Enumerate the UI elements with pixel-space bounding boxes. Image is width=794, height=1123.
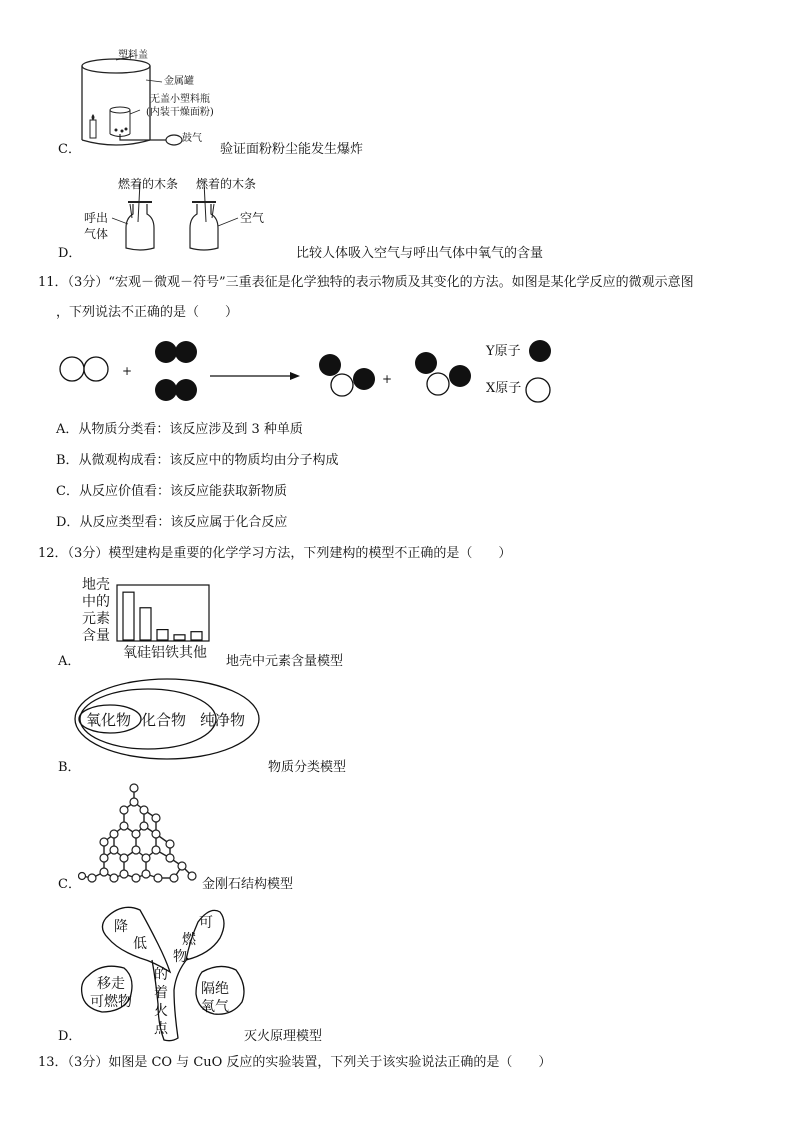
label-small-bottle: 无盖小塑料瓶	[150, 94, 210, 105]
label-blow: 鼓气	[182, 133, 202, 144]
q12-b-letter: B．	[58, 760, 81, 775]
fire-left-bottom-line1: 移走	[97, 976, 125, 992]
label-exhaled-gas-2: 气体	[84, 227, 109, 241]
q11-stem-line1: 11．（3分）“宏观－微观－符号”三重表征是化学独特的表示物质及其变化的方法。如图是某化学反应的微观示意图	[38, 275, 694, 290]
reaction-plus-2: +	[382, 372, 393, 386]
label-exhaled-gas-1: 呼出	[84, 211, 109, 225]
label-air: 空气	[240, 211, 265, 225]
bar-铝	[157, 630, 168, 640]
fire-right-1: 可	[199, 915, 213, 931]
bar-氧	[123, 592, 134, 640]
q11-stem-line2: ，下列说法不正确的是（ ）	[56, 305, 239, 320]
q12-d-letter: D．	[58, 1029, 82, 1044]
q11-option-b: B．从微观构成看：该反应中的物质均由分子构成	[56, 453, 339, 468]
q13-stem: 13．（3分）如图是 CO 与 CuO 反应的实验装置，下列关于该实验说法正确的是（ ）	[38, 1055, 552, 1070]
fire-right-2: 燃	[182, 932, 196, 948]
q11-option-d: D．从反应类型看：该反应属于化合反应	[56, 515, 288, 530]
label-burning-stick-right: 燃着的木条	[196, 177, 257, 191]
label-metal-can: 金属罐	[164, 76, 194, 87]
fire-right-3: 物	[173, 949, 187, 965]
option-c-top-caption: 验证面粉粉尘能发生爆炸	[220, 142, 364, 157]
ellipse-oxide: 氧化物	[86, 711, 132, 729]
legend-x-atom: X原子	[486, 381, 522, 396]
bar-铁	[174, 635, 185, 640]
diamond-structure-model	[78, 778, 200, 886]
label-bottle-content: (内装干燥面粉)	[146, 107, 214, 118]
crust-ylabel-line: 元素	[82, 611, 110, 627]
reaction-plus-1: +	[122, 364, 133, 378]
fire-left-bottom-line2: 可燃物	[90, 994, 132, 1010]
q12-c-caption: 金刚石结构模型	[202, 877, 294, 892]
fire-left-top-1: 降	[114, 919, 128, 935]
q12-d-caption: 灭火原理模型	[244, 1029, 323, 1044]
option-d-top-caption: 比较人体吸入空气与呼出气体中氧气的含量	[296, 246, 544, 261]
ellipse-compound: 化合物	[141, 711, 187, 729]
fire-right-bottom-line2: 氧气	[201, 999, 229, 1015]
fire-right-bottom	[201, 980, 229, 1016]
crust-xlabels: 氧硅铝铁其他	[123, 645, 207, 661]
crust-ylabel-line: 中的	[82, 594, 110, 610]
q12-stem: 12．（3分）模型建构是重要的化学学习方法，下列建构的模型不正确的是（ ）	[38, 546, 512, 561]
label-plastic-lid: 塑料盖	[118, 50, 148, 61]
crust-bar-chart	[116, 584, 212, 644]
q12-b-caption: 物质分类模型	[268, 760, 347, 775]
ellipse-pure-substance: 纯净物	[200, 711, 246, 729]
crust-ylabel-line: 地壳	[82, 577, 110, 593]
legend-y-atom: Y原子	[486, 344, 521, 359]
fire-left-bottom	[90, 975, 132, 1011]
fire-right-bottom-line1: 隔绝	[201, 981, 229, 997]
fire-left-top-2: 低	[133, 936, 147, 952]
bar-其他	[191, 632, 202, 640]
q11-option-a: A．从物质分类看：该反应涉及到 3 种单质	[56, 422, 303, 437]
option-c-top-letter: C．	[58, 142, 81, 157]
crust-ylabel	[82, 577, 110, 645]
label-burning-stick-left: 燃着的木条	[118, 177, 179, 191]
bar-硅	[140, 608, 151, 640]
q11-option-c: C．从反应价值看：该反应能获取新物质	[56, 484, 287, 499]
q12-c-letter: C．	[58, 877, 81, 892]
q12-a-letter: A．	[58, 654, 81, 669]
crust-ylabel-line: 含量	[82, 628, 110, 644]
fire-center-label: 的 着 火 点	[154, 967, 168, 1037]
option-d-top-letter: D．	[58, 246, 82, 261]
q12-a-caption: 地壳中元素含量模型	[226, 654, 344, 669]
